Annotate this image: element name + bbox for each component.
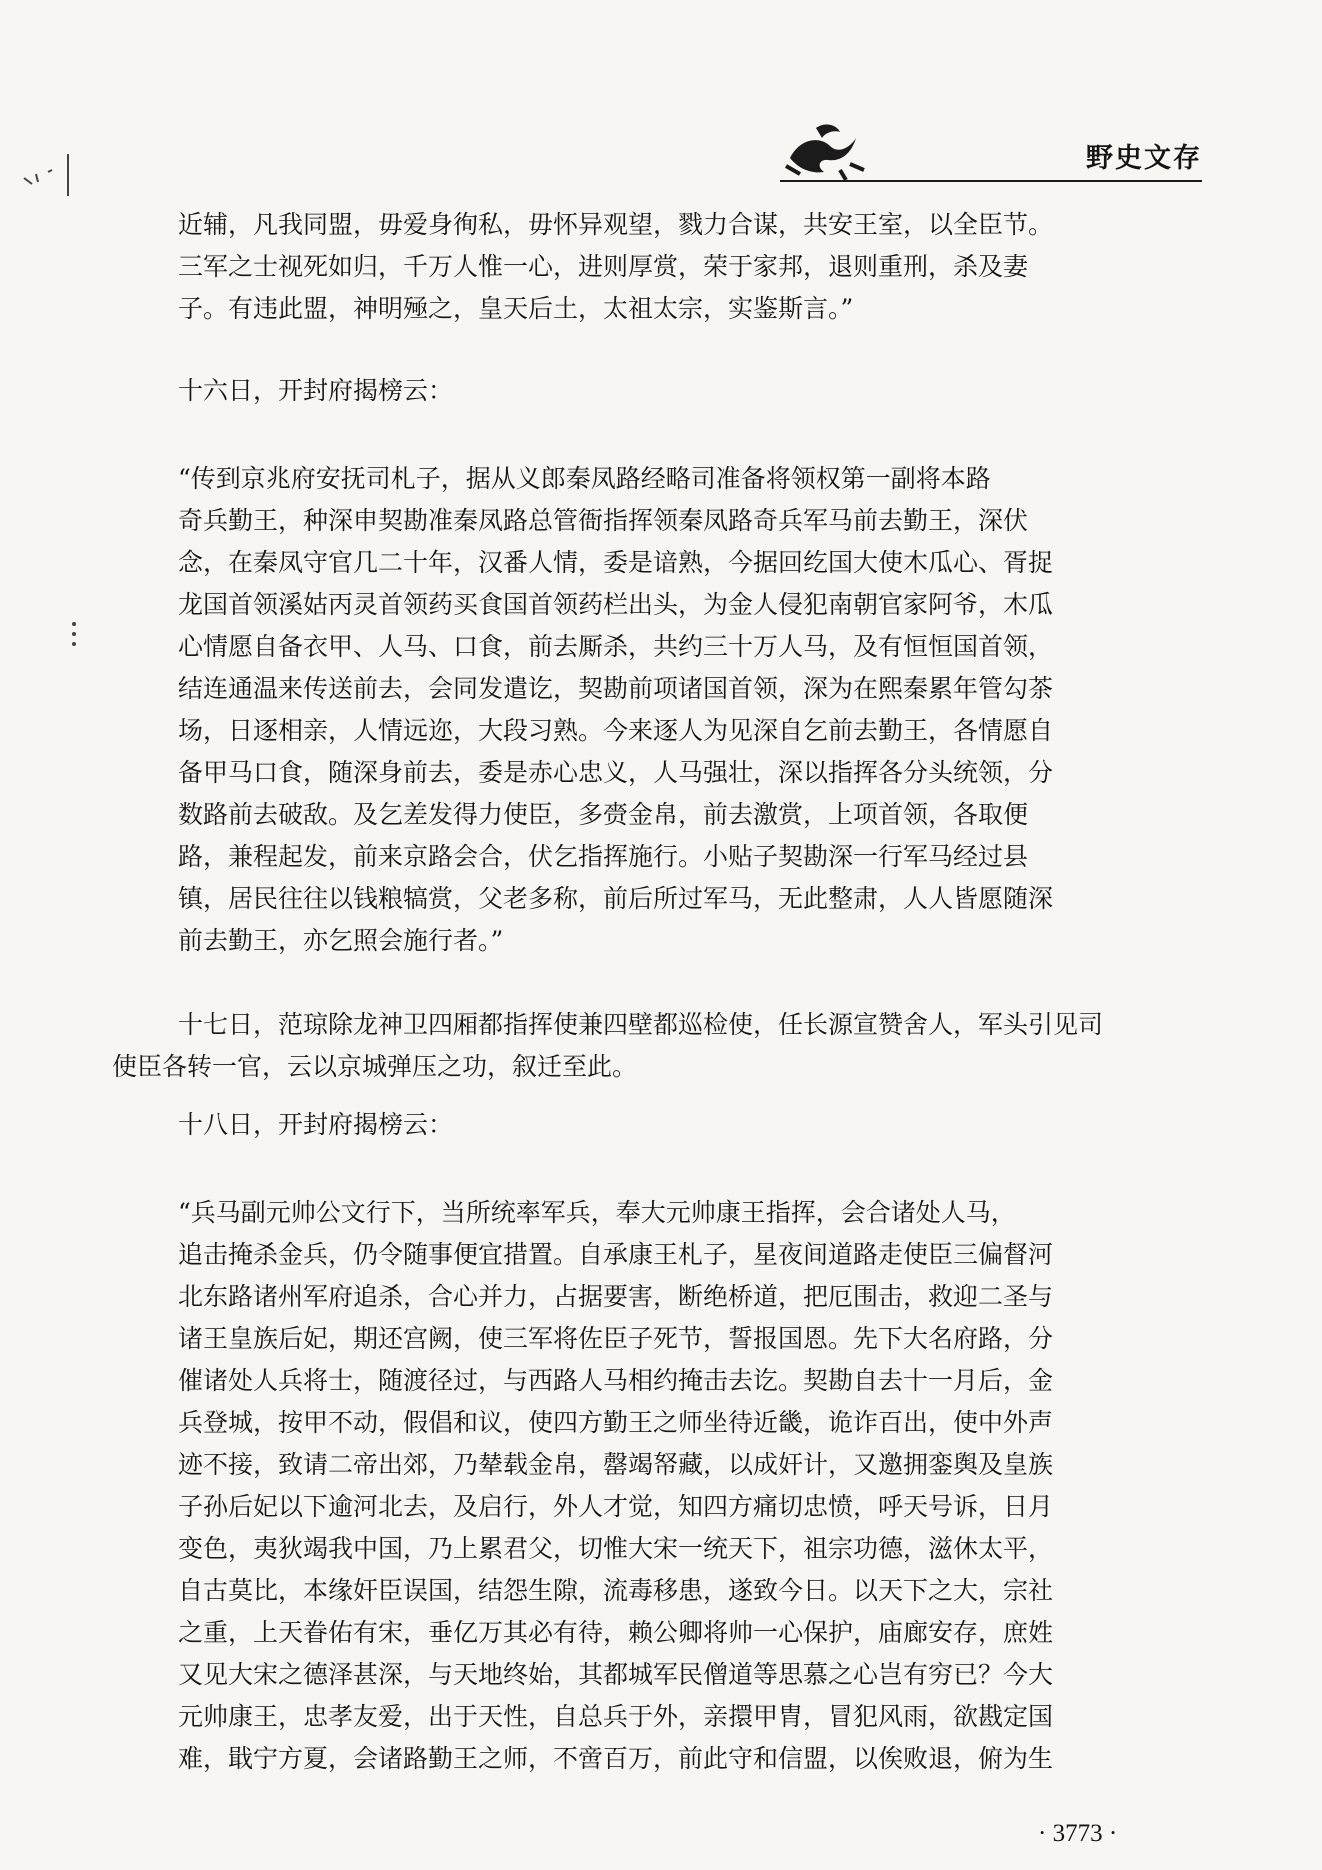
header-title: 野史文存 [1086,143,1202,174]
text-line: 备甲马口食，随深身前去，委是赤心忠义，人马强壮，深以指挥各分头统领，分 [178,758,1054,787]
dragon-emblem-icon [780,118,870,182]
text-line: “兵马副元帅公文行下，当所统率军兵，奉大元帅康王指挥，会合诸处人马， [178,1198,1016,1227]
text-line: 子孙后妃以下逾河北去，及启行，外人才觉，知四方痛切忠愤，呼天号诉，日月 [178,1492,1054,1521]
text-line: 场，日逐相亲，人情远迩，大段习熟。今来逐人为见深自乞前去勤王，各情愿自 [178,716,1054,745]
text-line: 念，在秦凤守官几二十年，汉番人情，委是谙熟，今据回纥国大使木瓜心、胥捉 [178,548,1054,577]
text-line: 十七日，范琼除龙神卫四厢都指挥使兼四壁都巡检使，任长源宣赞舍人，军头引见司 [178,1010,1104,1039]
margin-scan-mark [18,150,78,200]
text-line: 催诸处人兵将士，随渡径过，与西路人马相约掩击去讫。契勘自去十一月后，金 [178,1366,1054,1395]
text-line: 又见大宋之德泽甚深，与天地终始，其都城军民僧道等思慕之心岂有穷已？今大 [178,1660,1054,1689]
text-line: 十六日，开封府揭榜云： [178,376,454,405]
text-line: 近辅，凡我同盟，毋爱身徇私，毋怀异观望，戮力合谋，共安王室，以全臣节。 [178,210,1054,239]
text-line: 十八日，开封府揭榜云： [178,1110,454,1139]
text-line: 奇兵勤王，种深申契勘准秦凤路总管衙指挥领秦凤路奇兵军马前去勤王，深伏 [178,506,1029,535]
text-line: 结连通温来传送前去，会同发遣讫，契勘前项诸国首领，深为在熙秦累年管勾茶 [178,674,1054,703]
text-line: 心情愿自备衣甲、人马、口食，前去厮杀，共约三十万人马，及有恒恒国首领， [178,632,1054,661]
page-number: · 3773 · [1038,1820,1118,1847]
text-line: 诸王皇族后妃，期还宫阙，使三军将佐臣子死节，誓报国恩。先下大名府路，分 [178,1324,1054,1353]
text-line: 变色，夷狄竭我中国，乃上累君父，切惟大宋一统天下，祖宗功德，滋休太平， [178,1534,1054,1563]
header-rule [780,180,1202,182]
text-line: 镇，居民往往以钱粮犒赏，父老多称，前后所过军马，无此整肃，人人皆愿随深 [178,884,1054,913]
text-line: 路，兼程起发，前来京路会合，伏乞指挥施行。小贴子契勘深一行军马经过县 [178,842,1029,871]
margin-dot-mark [70,620,80,650]
text-line: 北东路诸州军府追杀，合心并力，占据要害，断绝桥道，把厄围击，救迎二圣与 [178,1282,1054,1311]
text-line: 子。有违此盟，神明殛之，皇天后土，太祖太宗，实鉴斯言。” [178,294,854,323]
text-line: 自古莫比，本缘奸臣误国，结怨生隙，流毒移患，遂致今日。以天下之大，宗社 [178,1576,1054,1605]
text-line: 难，戢宁方夏，会诸路勤王之师，不啻百万，前此守和信盟，以俟败退，俯为生 [178,1744,1054,1773]
text-line: 数路前去破敌。及乞差发得力使臣，多赍金帛，前去激赏，上项首领，各取便 [178,800,1029,829]
text-line: 追击掩杀金兵，仍令随事便宜措置。自承康王札子，星夜间道路走使臣三偏督河 [178,1240,1054,1269]
text-line: 三军之士视死如归，千万人惟一心，进则厚赏，荣于家邦，退则重刑，杀及妻 [178,252,1029,281]
text-line: 迹不接，致请二帝出郊，乃辇载金帛，罄竭帑藏，以成奸计，又邀拥銮舆及皇族 [178,1450,1054,1479]
text-line: “传到京兆府安抚司札子，据从义郎秦凤路经略司准备将领权第一副将本路 [178,464,991,493]
text-line: 龙国首领溪姑丙灵首领药买食国首领药栏出头，为金人侵犯南朝官家阿爷，木瓜 [178,590,1054,619]
running-header [780,118,1202,182]
text-line: 兵登城，按甲不动，假倡和议，使四方勤王之师坐待近畿，诡诈百出，使中外声 [178,1408,1054,1437]
text-line: 元帅康王，忠孝友爱，出于天性，自总兵于外，亲擐甲胄，冒犯风雨，欲戡定国 [178,1702,1054,1731]
text-line: 之重，上天眷佑有宋，垂亿万其必有待，赖公卿将帅一心保护，庙廊安存，庶姓 [178,1618,1054,1647]
text-line: 使臣各转一官，云以京城弹压之功，叙迁至此。 [112,1052,638,1081]
text-line: 前去勤王，亦乞照会施行者。” [178,926,504,955]
